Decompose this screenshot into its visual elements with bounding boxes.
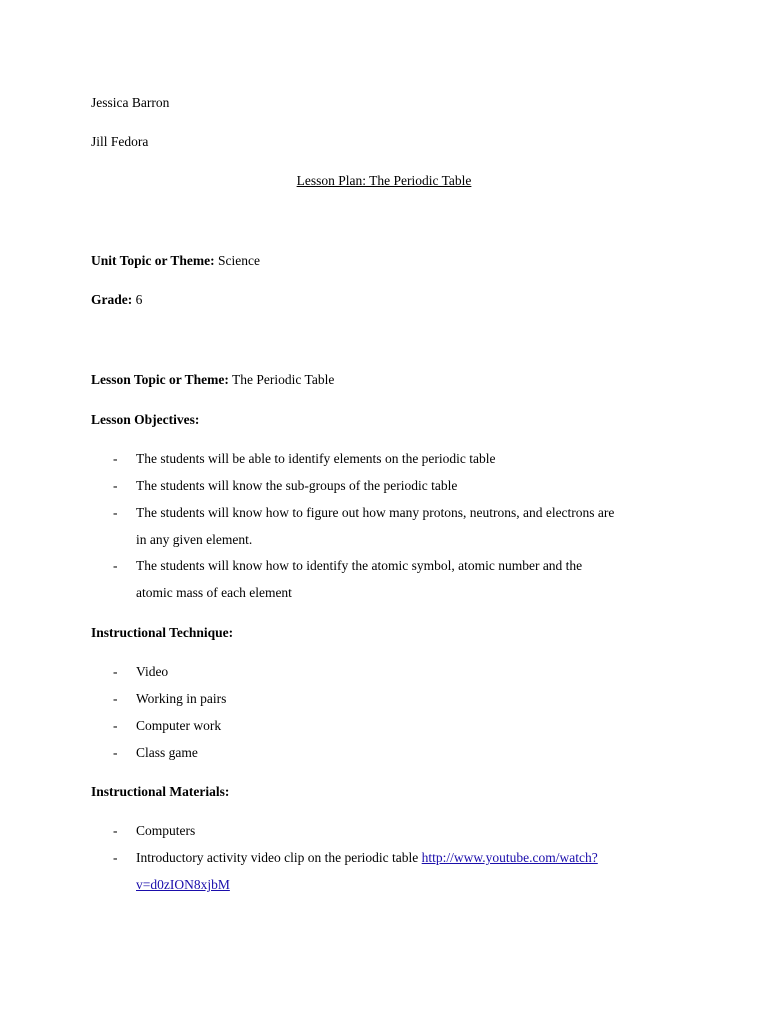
unit-topic-value: Science [218, 253, 261, 268]
lesson-topic-value: The Periodic Table [232, 372, 335, 387]
unit-topic-label: Unit Topic or Theme: [91, 253, 215, 268]
materials-item-with-link [136, 850, 598, 866]
bullet-dash: - [113, 691, 118, 706]
grade-line [91, 292, 142, 308]
materials-item-text: Introductory activity video clip on the periodic table [136, 850, 419, 865]
objective-item: The students will know the sub-groups of the periodic table [136, 478, 458, 493]
lesson-topic-line [91, 372, 334, 388]
grade-label: Grade: [91, 292, 133, 307]
bullet-dash: - [113, 850, 118, 865]
objective-item: The students will know how to identify the atomic symbol, atomic number and the [136, 558, 583, 573]
video-link[interactable]: http://www.youtube.com/watch? [421, 850, 598, 865]
bullet-dash: - [113, 664, 118, 679]
technique-item: Computer work [136, 718, 222, 733]
objective-item: The students will know how to figure out how many protons, neutrons, and electrons are [136, 505, 615, 520]
technique-heading [91, 625, 233, 641]
bullet-dash: - [113, 558, 118, 573]
objective-item-continuation: in any given element. [136, 532, 253, 547]
bullet-dash: - [113, 745, 118, 760]
author-name: Jessica Barron [91, 95, 170, 110]
technique-item: Video [136, 664, 169, 679]
bullet-dash: - [113, 823, 118, 838]
objectives-heading-text: Lesson Objectives: [91, 412, 200, 427]
bullet-dash: - [113, 718, 118, 733]
author-name: Jill Fedora [91, 134, 149, 149]
technique-item: Class game [136, 745, 198, 760]
technique-item: Working in pairs [136, 691, 227, 706]
unit-topic-line [91, 253, 260, 269]
materials-heading-text: Instructional Materials: [91, 784, 230, 799]
video-link[interactable]: v=d0zION8xjbM [136, 877, 230, 892]
bullet-dash: - [113, 505, 118, 520]
document-title: Lesson Plan: The Periodic Table [296, 173, 472, 188]
objective-item-continuation: atomic mass of each element [136, 585, 292, 600]
objective-item: The students will be able to identify elements on the periodic table [136, 451, 496, 466]
bullet-dash: - [113, 478, 118, 493]
grade-value: 6 [135, 292, 143, 307]
materials-heading [91, 784, 229, 800]
technique-heading-text: Instructional Technique: [91, 625, 234, 640]
bullet-dash: - [113, 451, 118, 466]
video-link-continuation [136, 877, 230, 893]
materials-item: Computers [136, 823, 196, 838]
lesson-topic-label: Lesson Topic or Theme: [91, 372, 229, 387]
objectives-heading [91, 412, 199, 428]
